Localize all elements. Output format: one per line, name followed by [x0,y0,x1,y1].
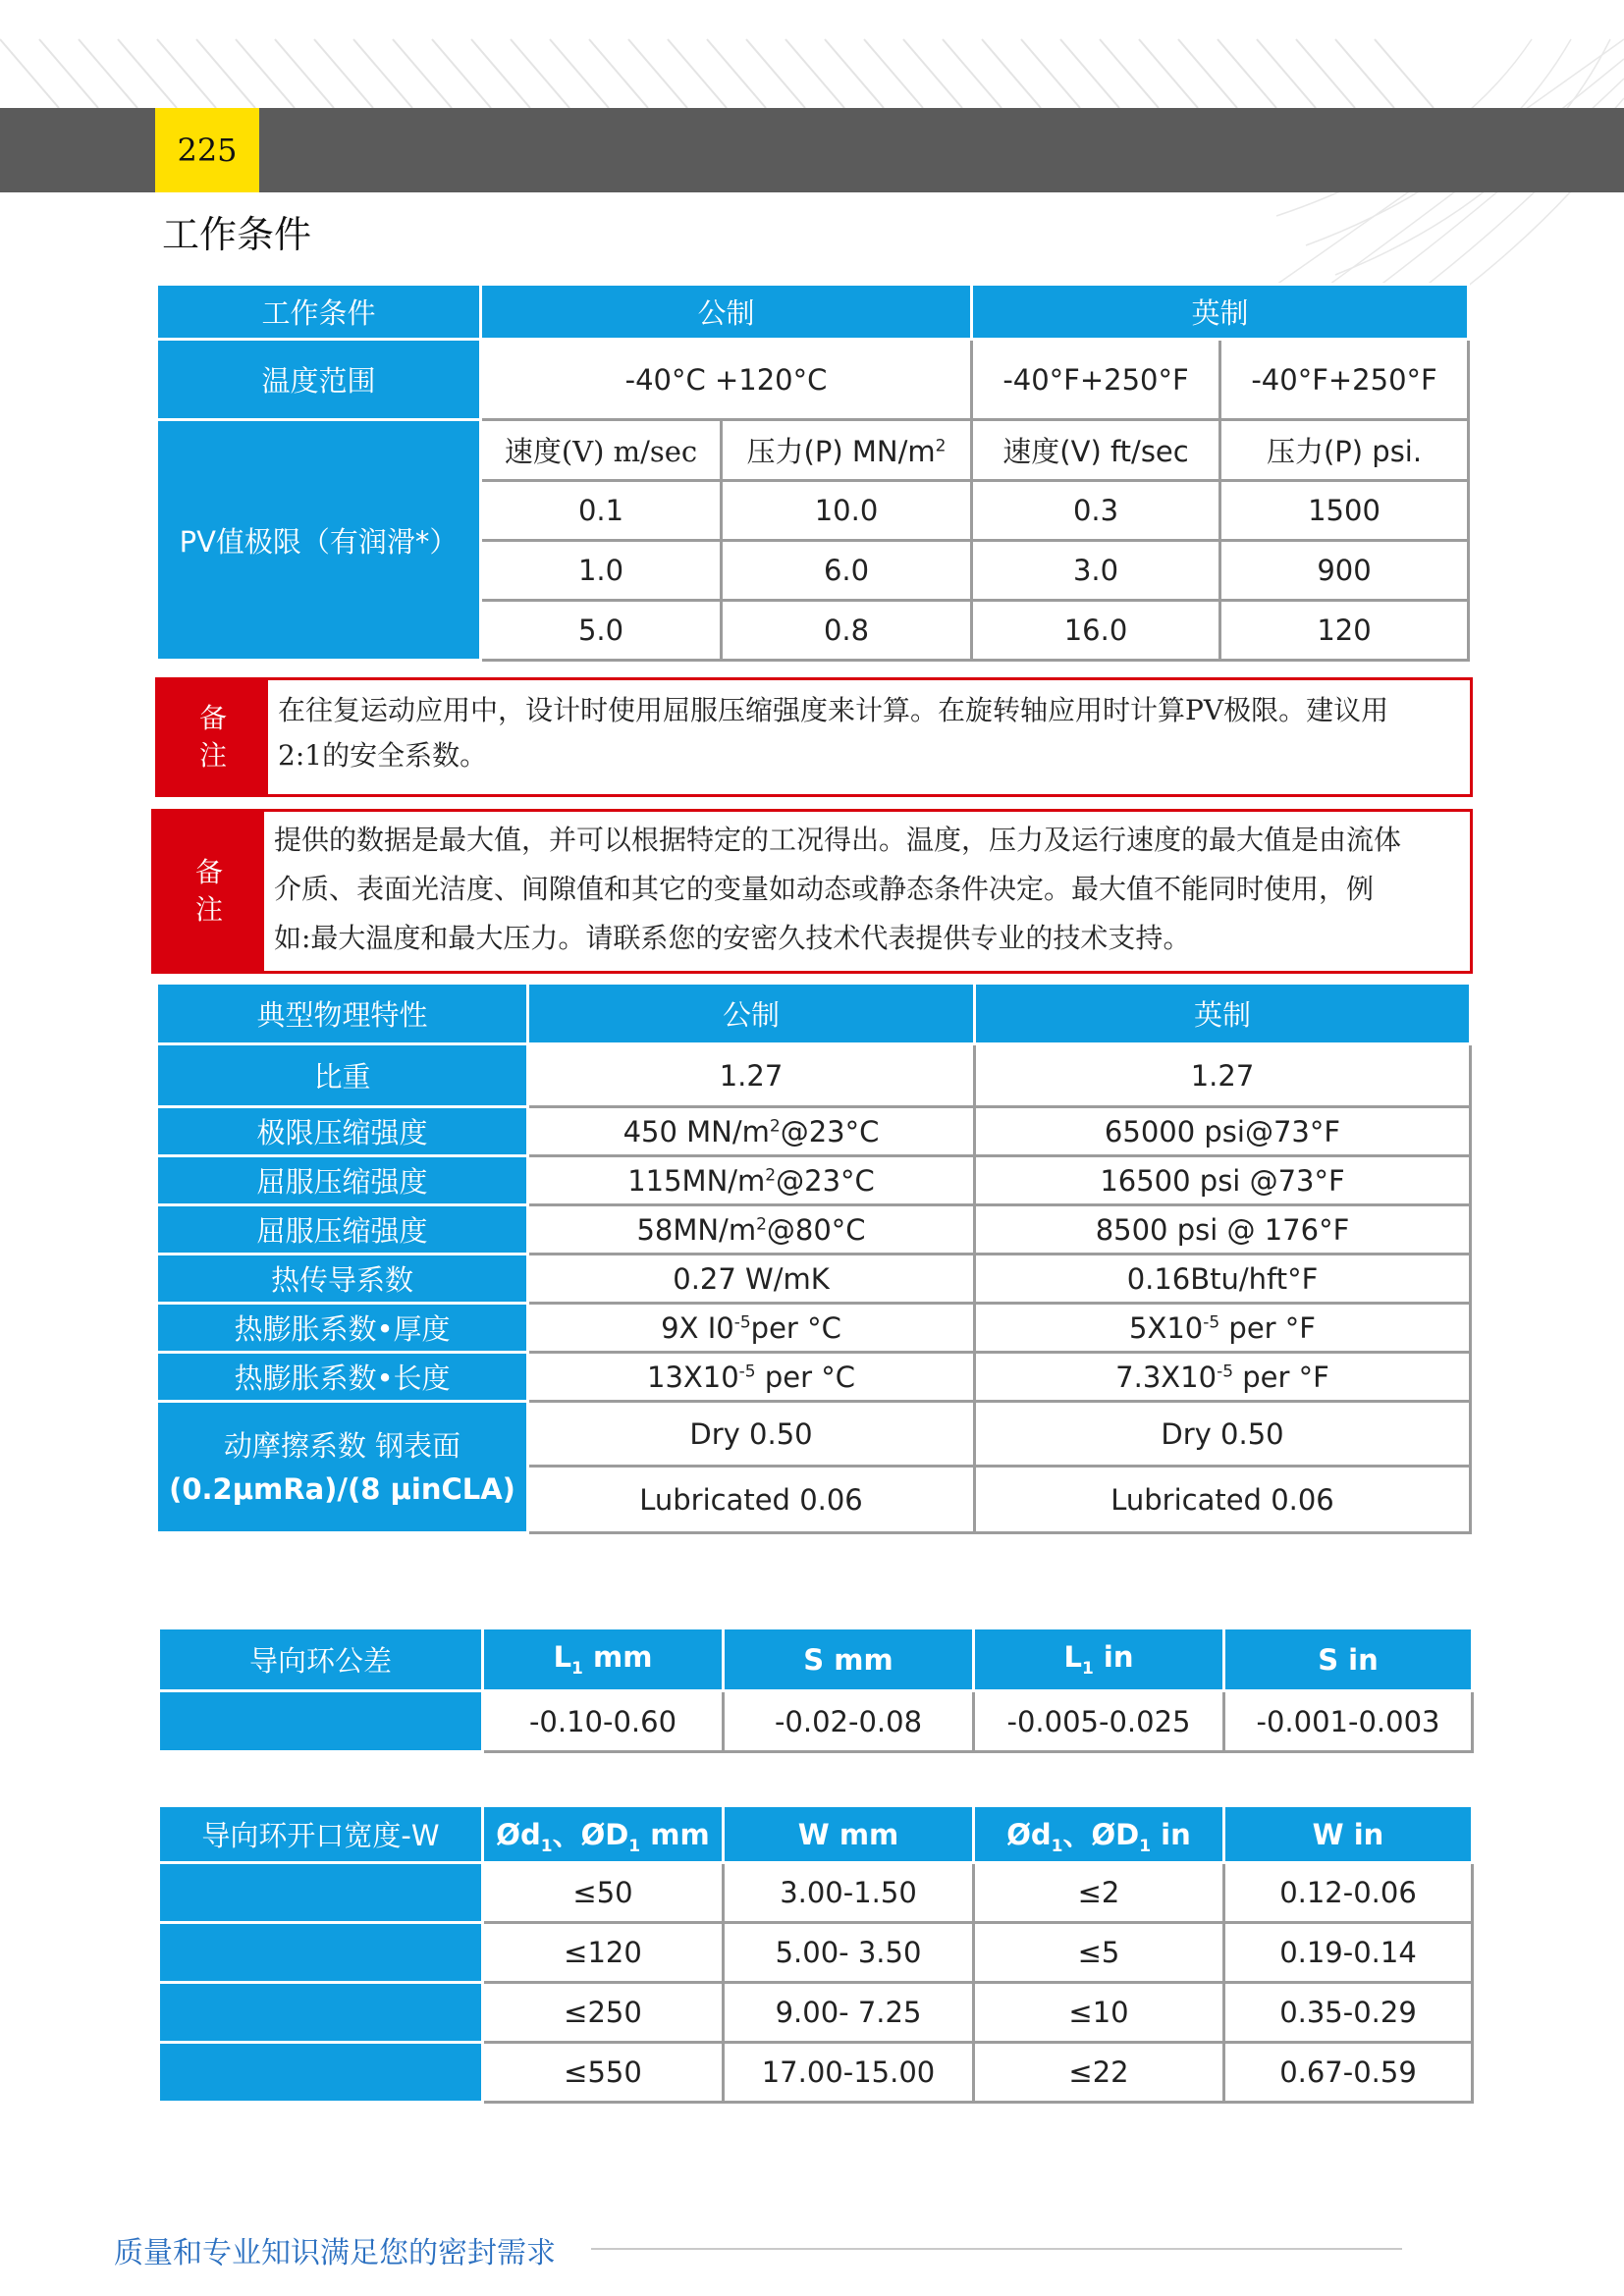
sub-header: 压力(P) $MN/m^2$ [722,420,972,481]
table-cell: 0.67-0.59 [1224,2043,1473,2103]
tolerance-table [157,1627,1474,1753]
temp-imperial: -40°F+250°F [972,340,1220,420]
property-label: 热膨胀系数•长度 [157,1353,528,1402]
table-cell: ≤22 [974,2043,1224,2103]
table-cell: ≤10 [974,1983,1224,2043]
table-cell: -0.02-0.08 [724,1691,974,1752]
table-cell: 0.19-0.14 [1224,1923,1473,1983]
gap-width-table [157,1804,1474,2104]
property-imperial: Dry 0.50 [975,1402,1471,1467]
table-cell: -0.001-0.003 [1224,1691,1473,1752]
table-cell: 3.0 [972,541,1220,601]
footer-divider [591,2248,1402,2250]
property-label: 热传导系数 [157,1255,528,1304]
header-cell: $Ød_1$、$ØD_1$ in [974,1806,1224,1863]
table-cell: 0.3 [972,481,1220,541]
property-label: 比重 [157,1044,528,1107]
table-cell: 6.0 [722,541,972,601]
table-cell: 3.00-1.50 [724,1863,974,1923]
table-cell: 0.1 [481,481,722,541]
blank-cell [159,1691,483,1752]
property-metric: $58MN/m^2@80^\circ C$ [528,1205,975,1255]
temp-metric: -40°C +120°C [481,340,972,420]
note-box [151,809,1473,974]
property-label: 屈服压缩强度 [157,1205,528,1255]
table-cell: ≤2 [974,1863,1224,1923]
property-imperial: Lubricated 0.06 [975,1467,1471,1533]
property-imperial: 65000 psi@73°F [975,1107,1471,1156]
table-cell: 16.0 [972,601,1220,661]
note-tag: 备 注 [154,812,264,971]
property-metric: 1.27 [528,1044,975,1107]
property-metric: Lubricated 0.06 [528,1467,975,1533]
table-cell: 10.0 [722,481,972,541]
gap-width-label: 导向环开口宽度-W [159,1806,483,1863]
table-cell: -0.005-0.025 [974,1691,1224,1752]
table-cell: 0.12-0.06 [1224,1863,1473,1923]
header-cell: $Ød_1$、$ØD_1$ mm [483,1806,724,1863]
property-imperial: $5X10^{-5}$ per °F [975,1304,1471,1353]
blank-cell [159,1863,483,1923]
header-cell: W mm [724,1806,974,1863]
property-metric: $115MN/m^2@23^\circ C$ [528,1156,975,1205]
section-title: 工作条件 [162,213,312,256]
property-metric: Dry 0.50 [528,1402,975,1467]
property-imperial: 8500 psi @ 176°F [975,1205,1471,1255]
footer-slogan: 质量和专业知识满足您的密封需求 [114,2236,556,2270]
table-cell: 120 [1220,601,1469,661]
table-cell: ≤550 [483,2043,724,2103]
property-label: 屈服压缩强度 [157,1156,528,1205]
header-cell-imperial: 英制 [972,285,1469,340]
blank-cell [159,2043,483,2103]
table-cell: ≤250 [483,1983,724,2043]
note-text: 在往复运动应用中，设计时使用屈服压缩强度来计算。在旋转轴应用时计算PV极限。建议用 2:1的安全系数。 [278,694,1389,772]
property-imperial: $7.3X10^{-5}$ per °F [975,1353,1471,1402]
table-cell: ≤120 [483,1923,724,1983]
header-cell: S mm [724,1629,974,1691]
header-cell: S in [1224,1629,1473,1691]
table-cell: 0.8 [722,601,972,661]
tolerance-label: 导向环公差 [159,1629,483,1691]
property-imperial: 0.16Btu/hft°F [975,1255,1471,1304]
property-imperial: 16500 psi @73°F [975,1156,1471,1205]
table-cell: 1500 [1220,481,1469,541]
friction-label: 动摩擦系数 钢表面 (0.2μmRa)/(8 μinCLA) [157,1402,528,1533]
property-label: 极限压缩强度 [157,1107,528,1156]
table-cell: 5.00- 3.50 [724,1923,974,1983]
header-cell-metric: 公制 [528,984,975,1044]
note-tag: 备 注 [158,680,268,794]
header-cell: 工作条件 [157,285,481,340]
property-metric: 0.27 W/mK [528,1255,975,1304]
sub-header: 速度(V) m/sec [481,420,722,481]
table-cell: 0.35-0.29 [1224,1983,1473,2043]
header-cell: $L_1$ mm [483,1629,724,1691]
table-cell: 900 [1220,541,1469,601]
table-cell: 5.0 [481,601,722,661]
working-conditions-table [155,283,1470,662]
sub-header: 速度(V) ft/sec [972,420,1220,481]
temp-label: 温度范围 [157,340,481,420]
property-imperial: 1.27 [975,1044,1471,1107]
table-cell: -0.10-0.60 [483,1691,724,1752]
header-cell: $L_1$ in [974,1629,1224,1691]
physical-properties-table [155,982,1472,1534]
blank-cell [159,1983,483,2043]
table-cell: ≤50 [483,1863,724,1923]
note-box [155,677,1473,797]
page-number: 225 [155,108,259,192]
table-cell: 1.0 [481,541,722,601]
table-cell: 9.00- 7.25 [724,1983,974,2043]
header-cell: 典型物理特性 [157,984,528,1044]
header-cell: W in [1224,1806,1473,1863]
property-metric: $13X10^{-5}$ per °C [528,1353,975,1402]
header-cell-imperial: 英制 [975,984,1471,1044]
table-cell: ≤5 [974,1923,1224,1983]
temp-imperial: -40°F+250°F [1220,340,1469,420]
sub-header: 压力(P) psi. [1220,420,1469,481]
table-cell: 17.00-15.00 [724,2043,974,2103]
property-label: 热膨胀系数•厚度 [157,1304,528,1353]
property-metric: 450 $MN/m^2@23^\circ C$ [528,1107,975,1156]
blank-cell [159,1923,483,1983]
header-cell-metric: 公制 [481,285,972,340]
property-metric: 9X $I0^{-5}per$ °C [528,1304,975,1353]
note-text: 提供的数据是最大值，并可以根据特定的工况得出。温度，压力及运行速度的最大值是由流体 介质、表面光洁度、间隙值和其它的变量如动态或静态条件决定。最大值不能同时使用，例 如:最大温度和最大压力。请联系您的安密久技术代表提供专业的技术支持。 [274,824,1402,954]
pv-label: PV值极限（有润滑*） [157,420,481,661]
